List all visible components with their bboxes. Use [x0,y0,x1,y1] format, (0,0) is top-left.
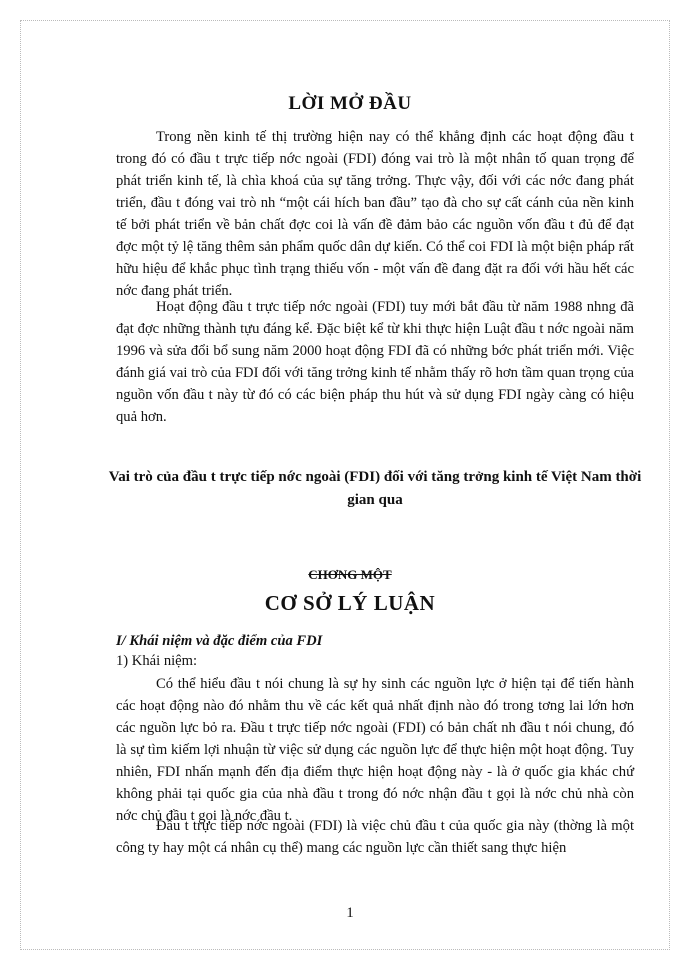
chapter-label: CHƠNG MỘT [308,567,392,582]
document-title: LỜI MỞ ĐẦU [288,93,412,114]
section-paragraph-1: Có thể hiểu đầu t nói chung là sự hy sinh các nguồn lực ở hiện tại để tiến hành các hoạt động nào đó nhằm thu về các kết quả nhất định nào đó trong tơng lai lớn hơn các nguồn lực bỏ ra. Đầu t trực tiếp nớc ngoài (FDI) có bản chất nh đầu t nói chung, đó là sự tìm kiếm lợi nhuận từ việc sử dụng các nguồn lực để thực hiện một hoạt động. Tuy nhiên, FDI nhấn mạnh đến địa điểm thực hiện hoạt động này - là ở quốc gia khác chứ không phải tại quốc gia của nhà đầu t trong đó nớc nhận đầu t gọi là nớc chủ nhà còn nớc chủ đầu t gọi là nớc đầu t. [116,676,634,824]
section-heading: I/ Khái niệm và đặc điểm của FDI [116,633,323,649]
sub-heading: 1) Khái niệm: [116,653,198,669]
intro-paragraph-2: Hoạt động đầu t trực tiếp nớc ngoài (FDI) tuy mới bắt đầu từ năm 1988 nhng đã đạt đợc những thành tựu đáng kể. Đặc biệt kể từ khi thực hiện Luật đầu t nớc ngoài năm 1996 và sửa đổi bổ sung năm 2000 hoạt động FDI đã có những bớc phát triển mới. Việc đánh giá vai trò của FDI đối với tăng trởng kinh tế nhằm thấy rõ hơn tầm quan trọng của nguồn vốn đầu t này từ đó có các biện pháp thu hút và sử dụng FDI ngày càng có hiệu quả hơn. [116,299,634,425]
section-paragraph-2: Đầu t trực tiếp nớc ngoài (FDI) là việc chủ đầu t của quốc gia này (thờng là một công ty hay một cá nhân cụ thể) mang các nguồn lực cần thiết sang thực hiện [116,818,634,856]
page-number: 1 [346,905,354,921]
chapter-title: CƠ SỞ LÝ LUẬN [264,591,436,615]
intro-paragraph-1: Trong nền kinh tế thị trường hiện nay có thể khẳng định các hoạt động đầu t trong đó có đầu t trực tiếp nớc ngoài (FDI) đóng vai trò là một nhân tố quan trọng để phát triển kinh tế, là chìa khoá của sự tăng trởng. Thực vậy, đối với các nớc đang phát triển, đầu t đóng vai trò nh “một cái hích ban đầu” tạo đà cho sự cất cánh của nền kinh tế bởi phát triển về bản chất đợc coi là vấn đề đảm bảo các nguồn vốn đầu t đủ để đạt đợc một tỷ lệ tăng thêm sản phẩm quốc dân dự kiến. Có thể coi FDI là một biện pháp rất hữu hiệu để khắc phục tình trạng thiếu vốn - một vấn đề đang đặt ra đối với hầu hết các nớc đang phát triển. [116,129,634,299]
document-subtitle: Vai trò của đầu t trực tiếp nớc ngoài (FDI) đối với tăng trởng kinh tế Việt Nam thời gian qua [108,469,642,508]
